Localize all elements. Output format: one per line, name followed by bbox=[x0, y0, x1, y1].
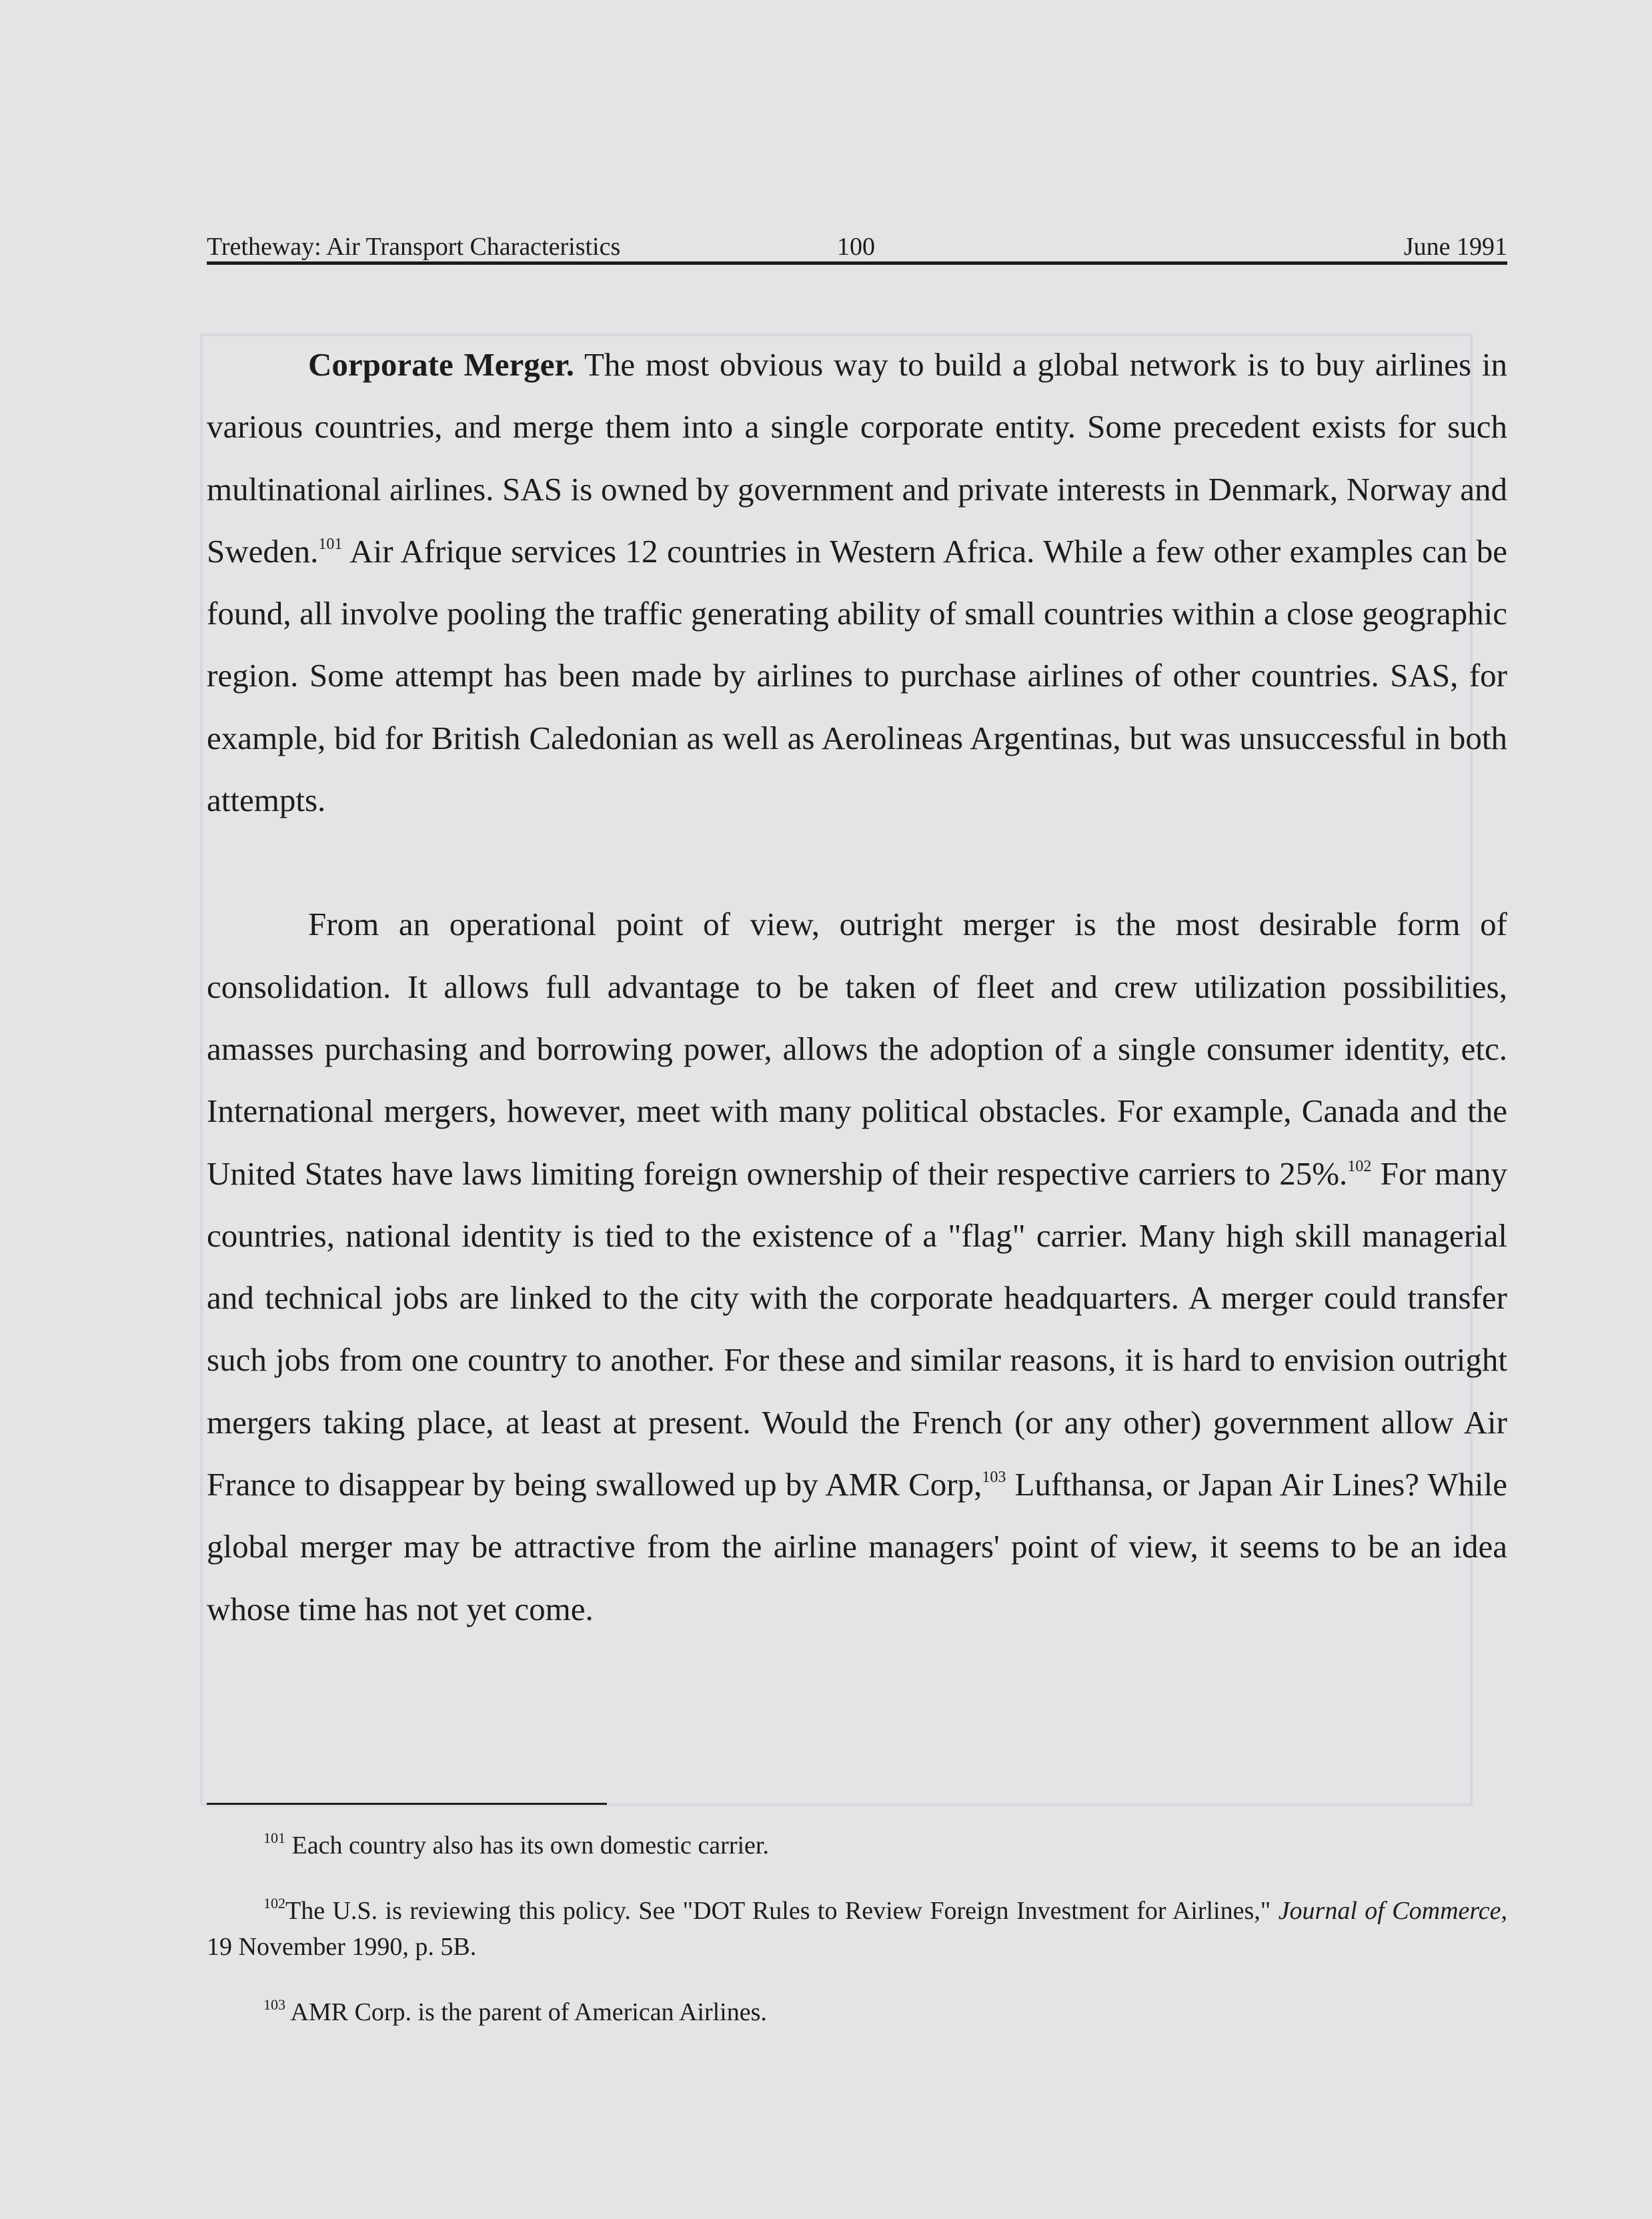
footnote-rule bbox=[207, 1803, 607, 1805]
footnote-text: The U.S. is reviewing this policy. See "DOT Rules to Review Foreign Investment for Airlines," bbox=[285, 1897, 1279, 1925]
footnote-number: 103 bbox=[263, 1996, 285, 2013]
paragraph-corporate-merger bbox=[207, 333, 1507, 831]
run-in-heading: Corporate Merger. bbox=[308, 346, 575, 383]
footnote-ref-102: 102 bbox=[1347, 1157, 1372, 1175]
footnote-text: Each country also has its own domestic carrier. bbox=[285, 1831, 769, 1860]
paragraph-text: From an operational point of view, outright merger is the most desirable form of consolidation. It allows full advantage to be taken of fleet and crew utilization possibilities, amasses purchasing and borrowing power, allows the adoption of a single consumer identity, etc. International mergers, however, meet with many political obstacles. For example, Canada and the United States have laws limiting foreign ownership of their respective carriers to 25%. bbox=[207, 906, 1507, 1192]
footnote-text: AMR Corp. is the parent of American Airlines. bbox=[285, 1998, 767, 2026]
paragraph-text: Air Afrique services 12 countries in Western Africa. While a few other examples can be found, all involve pooling the traffic generating ability of small countries within a close geographic region. Some attempt has been made by airlines to purchase airlines of other countries. SAS, for example, bid for British Caledonian as well as Aerolineas Argentinas, but was unsuccessful in both attempts. bbox=[207, 532, 1507, 819]
footnote-101 bbox=[207, 1827, 1507, 1864]
paragraph-text: For many countries, national identity is tied to the existence of a "flag" carrier. Many high skill managerial and technical jobs are linked to the city with the corporate headquarters. A merger could transfer such jobs from one country to another. For these and similar reasons, it is hard to envision outright mergers taking place, at least at present. Would the French (or any other) government allow Air France to disappear by being swallowed up by AMR Corp, bbox=[207, 1155, 1507, 1503]
footnote-number: 101 bbox=[263, 1829, 285, 1846]
footnote-number: 102 bbox=[263, 1895, 285, 1912]
running-header bbox=[207, 230, 1507, 263]
header-title: Tretheway: Air Transport Characteristics bbox=[207, 233, 621, 261]
paragraph-text: The most obvious way to build a global network is to buy airlines in various countries, and merge them into a single corporate entity. Some precedent exists for such multinational airlines. SAS is owned by government and private interests in Denmark, Norway and Sweden. bbox=[207, 346, 1507, 570]
paragraph-text: Lufthansa, or Japan Air Lines? While global merger may be attractive from the airline managers' point of view, it seems to be an idea whose time has not yet come. bbox=[207, 1466, 1507, 1627]
journal-title: Journal of Commerce bbox=[1278, 1897, 1501, 1925]
footnote-ref-101: 101 bbox=[318, 535, 343, 553]
footnote-ref-103: 103 bbox=[982, 1469, 1006, 1487]
footnote-103 bbox=[207, 1994, 1507, 2030]
footnote-text: , 19 November 1990, p. 5B. bbox=[207, 1897, 1507, 1961]
footnotes bbox=[207, 1827, 1507, 2060]
header-rule bbox=[207, 261, 1507, 265]
body-text bbox=[207, 333, 1507, 1640]
paragraph-operational bbox=[207, 893, 1507, 1640]
footnote-102 bbox=[207, 1893, 1507, 1965]
header-date: June 1991 bbox=[1403, 233, 1507, 261]
page-number: 100 bbox=[837, 233, 875, 261]
